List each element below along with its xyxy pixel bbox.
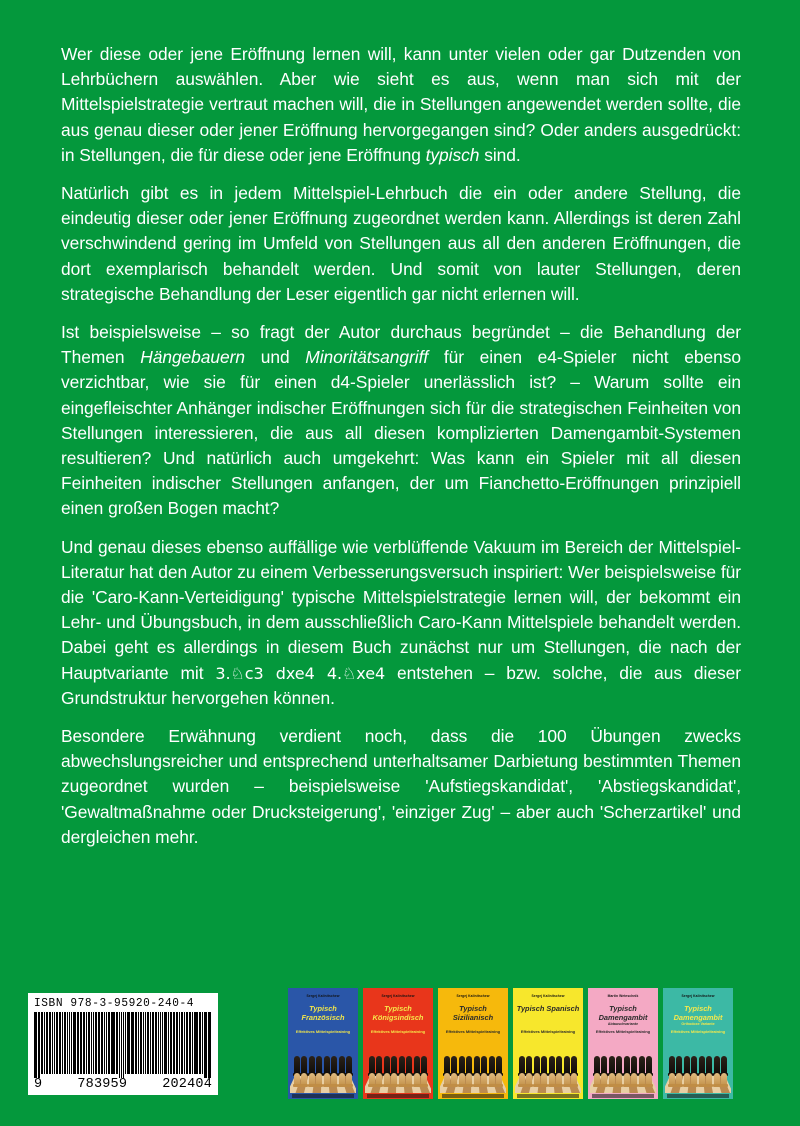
barcode-bar [181,1012,184,1074]
barcode-bar [111,1012,112,1074]
book-subtitle: Effektives Mittelspieltraining [520,1029,576,1034]
barcode-bar [192,1012,193,1074]
chess-piece-light [331,1073,337,1087]
barcode-bar [138,1012,139,1074]
chess-piece-light [534,1073,540,1087]
barcode-bar [93,1012,94,1074]
barcode-bar [91,1012,92,1074]
barcode-bar [112,1012,115,1074]
book-subtitle-variant: Orthodoxe Variante [681,1022,715,1026]
chess-pieces-front-row [369,1057,427,1087]
barcode-bar [147,1012,149,1074]
barcode-bar [62,1012,63,1074]
book-publisher-bar [517,1094,579,1098]
chess-piece-light [324,1073,330,1087]
chess-piece-light [684,1073,690,1087]
related-book-cover[interactable] [513,988,583,1099]
barcode-bar [69,1012,70,1074]
chess-piece-light [369,1073,375,1087]
chess-piece-light [646,1073,652,1087]
chess-piece-light [699,1073,705,1087]
chess-piece-light [346,1073,352,1087]
chess-piece-light [451,1073,457,1087]
barcode-bar [81,1012,82,1074]
barcode-bar [195,1012,198,1074]
italic-term-typisch: typisch [425,144,480,165]
barcode-bar [54,1012,55,1074]
chess-piece-light [414,1073,420,1087]
chess-piece-light [294,1073,300,1087]
barcode-bar [186,1012,188,1074]
chess-piece-light [564,1073,570,1087]
barcode-bar [158,1012,159,1074]
barcode-bar [98,1012,100,1074]
barcode-bar [168,1012,169,1074]
barcode-bar [150,1012,151,1074]
barcode-bar [170,1012,172,1074]
barcode-bar [77,1012,79,1074]
chess-piece-light [384,1073,390,1087]
barcode-bar [44,1012,45,1074]
chess-piece-light [489,1073,495,1087]
book-cover-photo [365,1041,431,1093]
ean-group-2: 202404 [162,1077,212,1092]
chess-piece-light [631,1073,637,1087]
chess-piece-light [706,1073,712,1087]
book-subtitle: Effektives Mittelspieltraining [670,1029,726,1034]
chess-pieces-front-row [669,1057,727,1087]
chess-piece-light [624,1073,630,1087]
book-publisher-bar [292,1094,354,1098]
book-cover-photo [590,1041,656,1093]
blurb-paragraph-4: Und genau dieses ebenso auffällige wie verblüffende Vakuum im Bereich der Mittelspiel-Literatur hat den Autor zu einem Verbesserungsversuch inspiriert: Wer beispielsweise für die 'Caro-Kann-Verteidigung' typische Mittelspielstrategie lernen will, der bekommt ein Lehr- und Übungsbuch, in dem ausschließlich Caro-Kann Mittelspiele behandelt werden. Dabei geht es allerdings in diesem Buch zunächst nur um Stellungen, die nach der Hauptvariante mit 3.♘c3 dxe4 4.♘xe4 entstehen – bzw. solche, die aus dieser Grundstruktur hervorgehen können. [61,536,741,708]
chess-piece-light [459,1073,465,1087]
chess-piece-light [376,1073,382,1087]
barcode-bar [164,1012,167,1074]
book-title: Typisch Damengambit [673,1004,723,1023]
chess-piece-light [714,1073,720,1087]
book-subtitle-variant: Abtauschvariante [607,1022,639,1026]
barcode-bar [127,1012,130,1074]
isbn-barcode [28,993,218,1095]
chess-piece-light [691,1073,697,1087]
barcode-bar [71,1012,72,1074]
chess-piece-light [474,1073,480,1087]
chess-piece-light [496,1073,502,1087]
chess-pieces-front-row [294,1057,352,1087]
book-cover-photo [440,1041,506,1093]
barcode-bar [202,1012,203,1074]
chess-piece-light [466,1073,472,1087]
italic-term-minoritaetsangriff: Minoritätsangriff [305,347,429,368]
ean-digits [34,1078,212,1092]
blurb-text-block [61,42,741,850]
barcode-bar [162,1012,164,1074]
barcode-bar [41,1012,43,1074]
barcode-bar [184,1012,185,1074]
barcode-bar [132,1012,134,1074]
chess-piece-light [391,1073,397,1087]
book-cover-photo [290,1041,356,1093]
chess-piece-light [601,1073,607,1087]
chess-piece-light [519,1073,525,1087]
barcode-bar [143,1012,144,1074]
barcode-bar [179,1012,180,1074]
italic-term-haengebauern: Hängebauern [140,347,246,368]
blurb-paragraph-3: Ist beispielsweise – so fragt der Autor durchaus begründet – die Behandlung der Themen Hängebauern und Minoritätsangriff für einen e4-Spieler nicht ebenso verzichtbar, wie sie für einen d4-Spieler unerlässlich ist? – Warum sollte ein eingefleischter Anhänger indischer Eröffnungen sich für die strategischen Feinheiten von Stellungen interessieren, die aus all diesen komplizierten Damengambit-Systemen resultieren? Und natürlich auch umgekehrt: Was kann ein Spieler mit all diesen Feinheiten indischer Stellungen anfangen, der um Fianchetto-Eröffnungen prinzipiell einen großen Bogen macht? [61,322,742,519]
related-book-cover[interactable] [288,988,358,1099]
barcode-bar [160,1012,161,1074]
chess-piece-light [594,1073,600,1087]
book-title: Typisch Königsindisch [372,1004,424,1023]
chess-piece-light [339,1073,345,1087]
barcode-bar [189,1012,191,1074]
chess-piece-light [669,1073,675,1087]
chess-piece-light [556,1073,562,1087]
book-author: Sergej Kalinitschew [681,994,715,998]
chess-piece-light [481,1073,487,1087]
book-author: Sergej Kalinitschew [381,994,415,998]
book-cover-photo [515,1041,581,1093]
chess-piece-light [421,1073,427,1087]
barcode-bar [106,1012,107,1074]
barcode-bar [140,1012,143,1074]
chess-piece-light [541,1073,547,1087]
barcode-bar [101,1012,104,1074]
barcode-bar [83,1012,85,1074]
book-author: Sergej Kalinitschew [531,994,565,998]
chess-pieces-front-row [444,1057,502,1087]
barcode-bar [95,1012,97,1074]
book-author: Sergej Kalinitschew [456,994,490,998]
barcode-bar [108,1012,110,1074]
ean-left-digit: 9 [34,1077,43,1092]
chess-piece-light [639,1073,645,1087]
barcode-bar [155,1012,157,1074]
book-title: Typisch Sizilianisch [452,1004,494,1023]
blurb-paragraph-2: Natürlich gibt es in jedem Mittelspiel-Lehrbuch die ein oder andere Stellung, die eindeutig dieser oder jener Eröffnung zugeordnet werden kann. Allerdings ist deren Zahl verschwindend gering im Umfeld von Stellungen aus all den anderen Eröffnungen, die dort exemplarisch behandelt werden. Und somit von lauter Stellungen, deren strategische Behandlung der Leser eigentlich gar nicht erlernen will. [61,183,741,304]
chess-piece-light [616,1073,622,1087]
chess-piece-light [549,1073,555,1087]
barcode-bar [64,1012,66,1074]
chess-piece-light [721,1073,727,1087]
barcode-bar [46,1012,49,1074]
barcode-bar [145,1012,146,1074]
ean-group-1: 783959 [77,1077,128,1092]
barcode-bar [52,1012,53,1074]
barcode-bar [88,1012,91,1074]
book-subtitle: Effektives Mittelspieltraining [295,1029,351,1034]
barcode-bar [104,1012,105,1074]
related-book-cover[interactable] [588,988,658,1099]
chess-piece-light [301,1073,307,1087]
barcode-bar [173,1012,174,1074]
related-books-row [288,988,733,1099]
chess-piece-light [526,1073,532,1087]
chess-piece-light [316,1073,322,1087]
chess-piece-light [571,1073,577,1087]
book-subtitle: Effektives Mittelspieltraining [445,1029,501,1034]
book-cover-photo [665,1041,731,1093]
barcode-bar [80,1012,81,1074]
barcode-bars-area [34,1012,212,1092]
blurb-paragraph-1: Wer diese oder jene Eröffnung lernen will, kann unter vielen oder gar Dutzenden von Lehrbüchern auswählen. Aber wie sieht es aus, wenn man sich mit der Mittelspielstrategie vertraut machen will, die in Stellungen angewendet werden sollte, die aus genau dieser oder jener Eröffnung hervorgegangen sind? Oder anders ausgedrückt: in Stellungen, die für diese oder jene Eröffnung typisch sind. [61,44,741,165]
book-publisher-bar [367,1094,429,1098]
book-title: Typisch Damengambit [598,1004,648,1023]
related-book-cover[interactable] [438,988,508,1099]
book-author: Martin Weteschnik [607,994,639,998]
barcode-bar [86,1012,87,1074]
book-subtitle: Effektives Mittelspieltraining [370,1029,426,1034]
barcode-bar [135,1012,137,1074]
book-publisher-bar [442,1094,504,1098]
barcode-bar [174,1012,175,1074]
related-book-cover[interactable] [363,988,433,1099]
chess-piece-light [609,1073,615,1087]
chess-piece-light [444,1073,450,1087]
barcode-bar [194,1012,195,1074]
barcode-bar [199,1012,201,1074]
barcode-bar [131,1012,132,1074]
related-book-cover[interactable] [663,988,733,1099]
chess-piece-light [399,1073,405,1087]
chess-pieces-front-row [594,1057,652,1087]
chess-move-notation: 3.♘c3 dxe4 4.♘xe4 [215,663,386,683]
book-subtitle: Effektives Mittelspieltraining [595,1029,651,1034]
isbn-label: ISBN 978-3-95920-240-4 [34,997,195,1010]
chess-piece-light [676,1073,682,1087]
book-publisher-bar [592,1094,654,1098]
barcode-bar [56,1012,58,1074]
barcode-bar [152,1012,155,1074]
chess-piece-light [406,1073,412,1087]
book-title: Typisch Spanisch [516,1004,580,1013]
barcode-bar [73,1012,76,1074]
barcode-bar [49,1012,51,1074]
barcode-bar [59,1012,62,1074]
chess-piece-light [309,1073,315,1087]
bottom-strip [0,980,800,1126]
book-author: Sergej Kalinitschew [306,994,340,998]
book-publisher-bar [667,1094,729,1098]
barcode-bar [67,1012,69,1074]
blurb-paragraph-5: Besondere Erwähnung verdient noch, dass die 100 Übungen zwecks abwechslungsreicher und entsprechend unterhaltsamer Darbietung bestimmten Themen zugeordnet wurden – beispielsweise 'Aufstiegskandidat', 'Abstiegskandidat', 'Gewaltmaßnahme oder Drucksteigerung', 'einziger Zug' – aber auch 'Scherzartikel' und dergleichen mehr. [61,726,741,847]
book-title: Typisch Französisch [301,1004,345,1023]
chess-pieces-front-row [519,1057,577,1087]
barcode-bar [176,1012,178,1074]
barcode-bar [116,1012,118,1074]
barcode-bar [125,1012,126,1074]
